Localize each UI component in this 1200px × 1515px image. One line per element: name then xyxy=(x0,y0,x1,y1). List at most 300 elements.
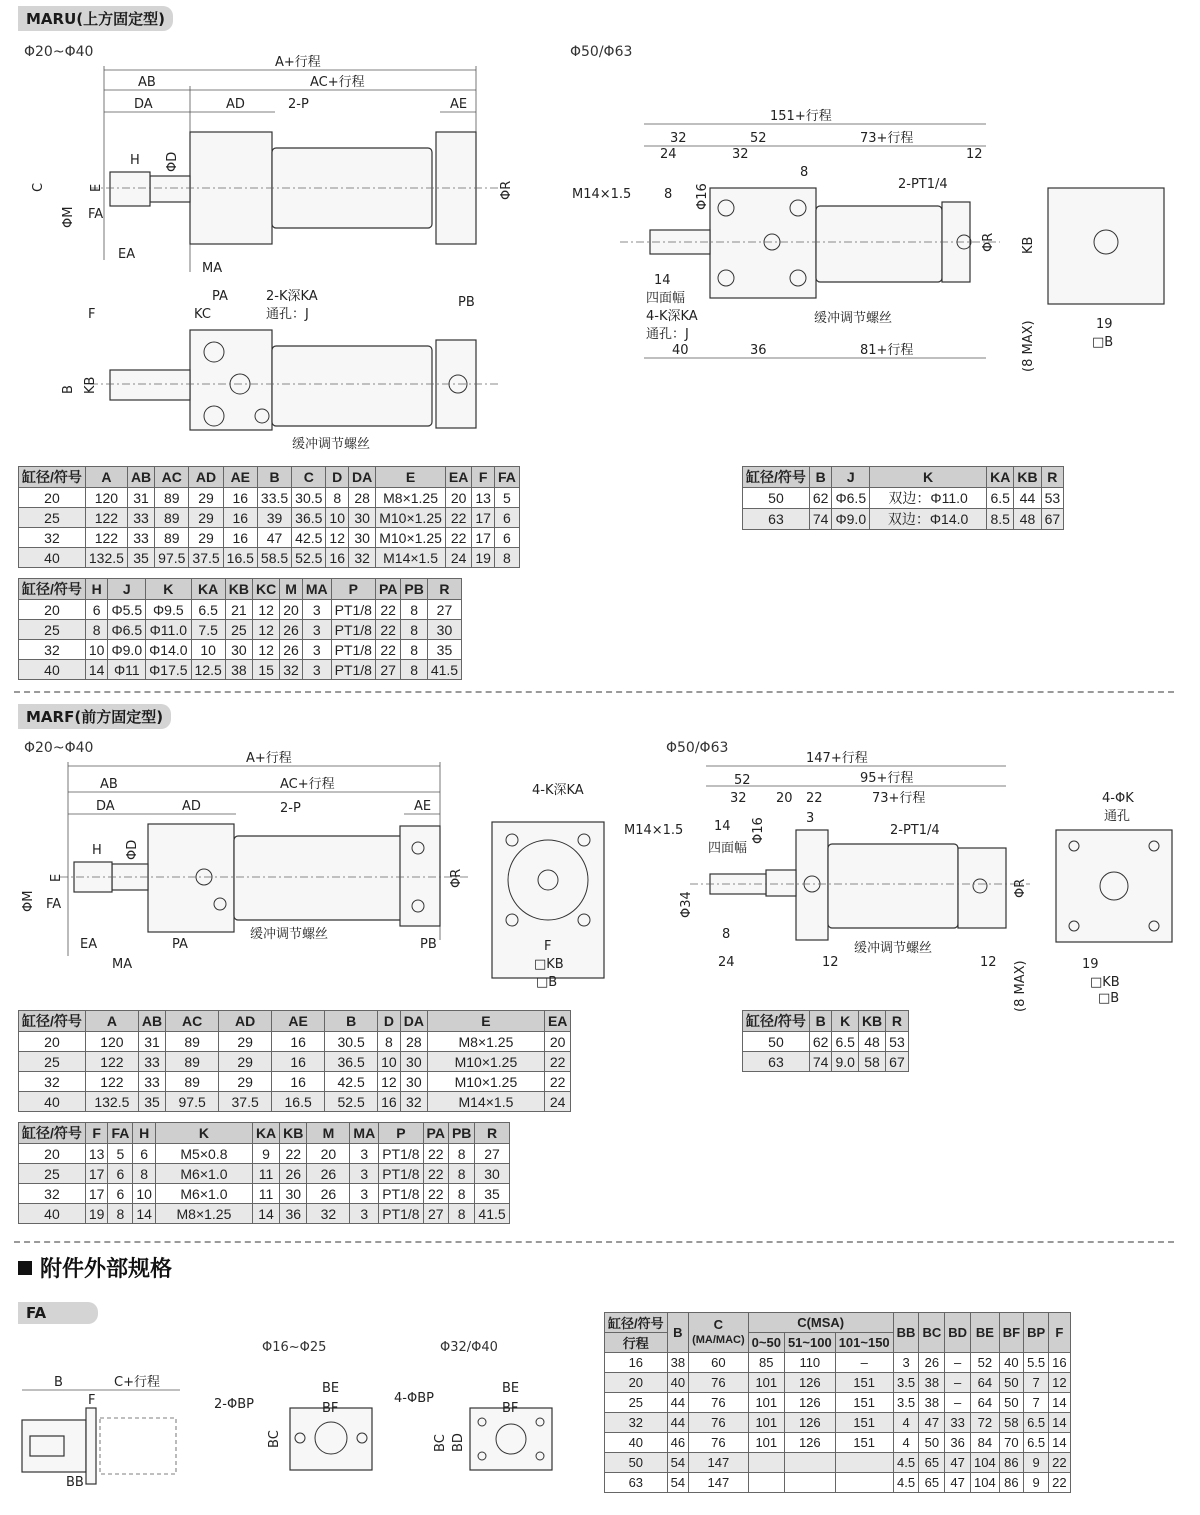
table-cell: 147 xyxy=(689,1473,749,1493)
table-cell: 10 xyxy=(378,1052,401,1072)
table-cell: M6×1.0 xyxy=(155,1184,252,1204)
dim-ac-stroke: AC+行程 xyxy=(280,777,335,792)
table-cell: 25 xyxy=(605,1393,668,1413)
table-cell: 4 xyxy=(893,1413,919,1433)
table-cell: 8 xyxy=(448,1144,474,1164)
table-cell: 8.5 xyxy=(987,509,1014,530)
square-bullet-icon xyxy=(18,1261,32,1275)
label-fa: FA xyxy=(46,897,62,912)
dim-da: DA xyxy=(134,97,153,112)
table-cell: 3 xyxy=(350,1184,379,1204)
table-cell: 缸径/符号 xyxy=(19,1011,86,1032)
dim-52: 52 xyxy=(750,131,767,146)
table-cell: 29 xyxy=(219,1072,272,1092)
table-cell: F xyxy=(472,467,495,488)
table-cell: 110 xyxy=(784,1353,835,1373)
marf-right-size-label: Φ50/Φ63 xyxy=(666,740,729,756)
table-header-row xyxy=(19,579,462,600)
table-header-row xyxy=(19,1123,510,1144)
table-cell: PB xyxy=(448,1123,474,1144)
marf-title: MARF(前方固定型) xyxy=(18,704,171,729)
table-cell: Φ11.0 xyxy=(146,620,191,640)
table-cell: 52.5 xyxy=(292,548,326,568)
label-cushion: 缓冲调节螺丝 xyxy=(854,941,933,956)
table-cell: 101 xyxy=(748,1373,784,1393)
table-cell: 101 xyxy=(748,1393,784,1413)
table-cell: AD xyxy=(189,467,223,488)
dim-8: 8 xyxy=(722,927,731,942)
table-cell: 33.5 xyxy=(257,488,291,508)
label-4bp: 4-ΦBP xyxy=(394,1391,434,1406)
table-cell: 50 xyxy=(999,1393,1023,1413)
dim-2p: 2-P xyxy=(280,801,301,816)
table-cell: 20 xyxy=(19,1032,86,1052)
table-cell: 40 xyxy=(19,1092,86,1112)
table-cell: 44 xyxy=(1014,488,1041,509)
table-row xyxy=(19,1072,571,1092)
table-cell: 132.5 xyxy=(85,548,127,568)
table-cell: 14 xyxy=(1049,1413,1070,1433)
table-cell: 101~150 xyxy=(835,1333,893,1353)
table-cell: MA xyxy=(302,579,331,600)
table-cell: 12 xyxy=(253,620,280,640)
table-cell: M xyxy=(280,579,303,600)
table-cell: 54 xyxy=(667,1453,688,1473)
table-cell: 20 xyxy=(19,1144,86,1164)
section-divider xyxy=(14,691,1174,693)
table-cell: 30.5 xyxy=(325,1032,378,1052)
table-row xyxy=(605,1453,1071,1473)
table-cell: 8 xyxy=(448,1184,474,1204)
table-row xyxy=(605,1473,1071,1493)
label-cushion: 缓冲调节螺丝 xyxy=(250,927,329,942)
fa-large-size-label: Φ32/Φ40 xyxy=(440,1340,498,1355)
label-flats: 四面幅 xyxy=(708,841,748,856)
marf-table-3 xyxy=(742,1010,909,1072)
maru-left-body xyxy=(90,132,510,244)
table-row xyxy=(743,1052,909,1072)
table-cell: KA xyxy=(191,579,225,600)
dim-36: 36 xyxy=(750,343,767,358)
dim-3: 3 xyxy=(806,811,815,826)
dim-32: 32 xyxy=(730,791,747,806)
table-cell: 8 xyxy=(494,548,519,568)
table-cell: DA xyxy=(400,1011,427,1032)
table-cell: 86 xyxy=(999,1473,1023,1493)
table-cell: 12 xyxy=(326,528,349,548)
table-cell: 6.5 xyxy=(987,488,1014,509)
table-cell: 64 xyxy=(971,1393,1000,1413)
table-cell: 缸径/符号 xyxy=(743,1011,810,1032)
table-cell: 16.5 xyxy=(223,548,257,568)
maru-left-drawing xyxy=(0,0,520,460)
table-cell: 86 xyxy=(999,1453,1023,1473)
label-d: ΦD xyxy=(125,839,140,860)
fa-drawing xyxy=(0,1360,600,1490)
table-cell: E xyxy=(376,467,446,488)
table-cell: P xyxy=(331,579,375,600)
table-row xyxy=(743,509,1064,530)
label-pb: PB xyxy=(420,937,437,952)
table-cell: PT1/8 xyxy=(379,1144,423,1164)
dim-8a: 8 xyxy=(664,187,673,202)
table-row xyxy=(19,1184,510,1204)
table-cell: 29 xyxy=(219,1052,272,1072)
dim-40: 40 xyxy=(672,343,689,358)
dim-22: 22 xyxy=(806,791,823,806)
table-cell: M10×1.25 xyxy=(376,508,446,528)
maru-left-side-body xyxy=(90,330,500,430)
table-cell: 双边：Φ14.0 xyxy=(870,509,987,530)
table-cell: 6 xyxy=(108,1164,133,1184)
table-cell: 132.5 xyxy=(85,1092,138,1112)
label-kb: □KB xyxy=(534,957,564,972)
table-row xyxy=(19,1144,510,1164)
table-cell: 65 xyxy=(919,1453,945,1473)
table-cell: PB xyxy=(401,579,427,600)
table-cell: 31 xyxy=(127,488,154,508)
label-be-small: BE xyxy=(322,1381,340,1396)
label-m14: M14×1.5 xyxy=(572,187,632,202)
table-cell: 16 xyxy=(223,528,257,548)
label-h: H xyxy=(92,843,102,858)
table-cell: 48 xyxy=(1014,509,1041,530)
table-cell: PA xyxy=(423,1123,448,1144)
dim-24: 24 xyxy=(660,147,677,162)
table-cell: H xyxy=(85,579,108,600)
label-cushion: 缓冲调节螺丝 xyxy=(292,437,371,452)
table-cell: KB xyxy=(225,579,252,600)
table-row xyxy=(19,660,462,680)
table-cell: 缸径/符号 xyxy=(743,467,810,488)
table-cell: 16 xyxy=(326,548,349,568)
table-cell: BB xyxy=(893,1313,919,1353)
label-flats: 四面幅 xyxy=(646,291,686,306)
table-cell: 24 xyxy=(445,548,471,568)
table-cell: Φ17.5 xyxy=(146,660,191,680)
table-cell xyxy=(748,1453,784,1473)
table-row xyxy=(19,548,520,568)
table-cell: 6 xyxy=(133,1144,156,1164)
table-cell: 9.0 xyxy=(832,1052,858,1072)
table-cell: 29 xyxy=(189,488,223,508)
label-4phik: 4-ΦK xyxy=(1102,791,1134,806)
table-cell: 6.5 xyxy=(1024,1413,1049,1433)
table-cell: KA xyxy=(987,467,1014,488)
table-cell: 26 xyxy=(280,620,303,640)
label-2bp: 2-ΦBP xyxy=(214,1397,254,1412)
label-b: □B xyxy=(536,975,558,990)
table-cell: 12 xyxy=(253,600,280,620)
label-fa: FA xyxy=(88,207,104,222)
table-cell: 122 xyxy=(85,1072,138,1092)
label-kb: KB xyxy=(83,376,98,394)
table-cell: 6.5 xyxy=(1024,1433,1049,1453)
table-cell: – xyxy=(945,1373,971,1393)
dim-2p: 2-P xyxy=(288,97,309,112)
table-cell: – xyxy=(945,1353,971,1373)
maru-table-3 xyxy=(742,466,1064,530)
table-cell: 17 xyxy=(85,1184,108,1204)
table-cell: BC xyxy=(919,1313,945,1353)
dim-8b: 8 xyxy=(800,165,809,180)
dim-24: 24 xyxy=(718,955,735,970)
table-cell: 8 xyxy=(448,1204,474,1224)
table-cell: 70 xyxy=(999,1433,1023,1453)
table-cell: 4.5 xyxy=(893,1473,919,1493)
table-cell: AE xyxy=(272,1011,325,1032)
table-cell: 6 xyxy=(494,528,519,548)
table-cell: 151 xyxy=(835,1393,893,1413)
label-ea: EA xyxy=(118,247,136,262)
table-cell: 10 xyxy=(191,640,225,660)
table-cell: 120 xyxy=(85,1032,138,1052)
table-cell: 17 xyxy=(85,1164,108,1184)
maru-table-2 xyxy=(18,578,462,680)
table-cell: FA xyxy=(494,467,519,488)
table-cell: 缸径/符号 xyxy=(605,1313,668,1333)
table-cell: 89 xyxy=(166,1072,219,1092)
table-cell: 3 xyxy=(302,660,331,680)
table-cell: 19 xyxy=(85,1204,108,1224)
dim-20: 20 xyxy=(776,791,793,806)
table-cell: 8 xyxy=(85,620,108,640)
label-f: F xyxy=(88,1393,96,1408)
table-cell: 5 xyxy=(494,488,519,508)
table-cell: 22 xyxy=(544,1072,570,1092)
table-cell: 74 xyxy=(809,509,832,530)
table-cell: 3.5 xyxy=(893,1373,919,1393)
table-cell: 17 xyxy=(472,508,495,528)
table-cell: KC xyxy=(253,579,280,600)
table-cell: 60 xyxy=(689,1353,749,1373)
table-cell xyxy=(748,1473,784,1493)
table-cell: AC xyxy=(155,467,189,488)
table-cell: 8 xyxy=(401,600,427,620)
label-m14: M14×1.5 xyxy=(624,823,684,838)
label-bb: BB xyxy=(66,1475,84,1490)
label-max: (8 MAX) xyxy=(1013,960,1028,1012)
table-cell: 11 xyxy=(252,1164,279,1184)
table-cell: 89 xyxy=(166,1052,219,1072)
table-cell: R xyxy=(1041,467,1064,488)
table-cell: 22 xyxy=(423,1164,448,1184)
table-row xyxy=(19,508,520,528)
table-cell: 74 xyxy=(809,1052,832,1072)
table-cell: 47 xyxy=(257,528,291,548)
label-c: C xyxy=(31,182,46,192)
dim-95: 95+行程 xyxy=(860,771,914,786)
table-cell: 25 xyxy=(225,620,252,640)
table-cell: 8 xyxy=(401,620,427,640)
table-cell: BP xyxy=(1024,1313,1049,1353)
table-cell: 38 xyxy=(919,1373,945,1393)
table-cell: R xyxy=(886,1011,909,1032)
table-cell: M14×1.5 xyxy=(376,548,446,568)
table-cell: 122 xyxy=(85,528,127,548)
table-cell: 151 xyxy=(835,1433,893,1453)
table-cell: 33 xyxy=(127,508,154,528)
dim-14: 14 xyxy=(714,819,731,834)
table-cell: 58.5 xyxy=(257,548,291,568)
dim-a-stroke: A+行程 xyxy=(246,751,292,766)
table-cell: 6 xyxy=(108,1184,133,1204)
label-f: F xyxy=(544,939,552,954)
label-through: 通孔 xyxy=(1104,809,1131,824)
table-cell: 6.5 xyxy=(832,1032,858,1052)
dim-ae: AE xyxy=(414,799,432,814)
table-cell: 6.5 xyxy=(191,600,225,620)
table-cell: PT1/8 xyxy=(331,640,375,660)
table-cell: KB xyxy=(1014,467,1041,488)
table-cell: 7 xyxy=(1024,1373,1049,1393)
table-cell: 85 xyxy=(748,1353,784,1373)
table-cell: 22 xyxy=(544,1052,570,1072)
label-e: E xyxy=(49,873,64,882)
table-cell: 37.5 xyxy=(189,548,223,568)
table-cell: F xyxy=(85,1123,108,1144)
table-cell: 37.5 xyxy=(219,1092,272,1112)
table-cell: 16 xyxy=(378,1092,401,1112)
table-cell: 126 xyxy=(784,1373,835,1393)
table-cell: 89 xyxy=(166,1032,219,1052)
dim-19: 19 xyxy=(1082,957,1099,972)
table-cell: 缸径/符号 xyxy=(19,467,86,488)
label-d16: Φ16 xyxy=(751,817,766,844)
table-cell: 30 xyxy=(400,1072,427,1092)
table-cell: 62 xyxy=(809,1032,832,1052)
table-cell: 40 xyxy=(19,1204,86,1224)
table-cell: M10×1.25 xyxy=(427,1052,544,1072)
label-kb: □KB xyxy=(1090,975,1120,990)
table-cell: 104 xyxy=(971,1453,1000,1473)
table-cell: 10 xyxy=(85,640,108,660)
table-cell: 28 xyxy=(400,1032,427,1052)
table-row xyxy=(605,1413,1071,1433)
table-cell: M xyxy=(307,1123,350,1144)
table-cell: 97.5 xyxy=(166,1092,219,1112)
table-cell: 9 xyxy=(252,1144,279,1164)
table-cell: 20 xyxy=(19,488,86,508)
marf-left-size-label: Φ20~Φ40 xyxy=(24,740,94,756)
table-cell: PA xyxy=(375,579,400,600)
table-cell: 8 xyxy=(133,1164,156,1184)
label-pt: 2-PT1/4 xyxy=(890,823,940,838)
table-cell: 16.5 xyxy=(272,1092,325,1112)
table-cell: 3 xyxy=(350,1164,379,1184)
table-cell: 122 xyxy=(85,1052,138,1072)
table-cell: Φ6.5 xyxy=(832,488,870,509)
table-cell: MA xyxy=(350,1123,379,1144)
table-cell: 22 xyxy=(280,1144,307,1164)
table-row xyxy=(19,1092,571,1112)
table-cell: 9 xyxy=(1024,1473,1049,1493)
table-cell: 48 xyxy=(858,1032,885,1052)
table-row xyxy=(19,488,520,508)
label-r: ΦR xyxy=(981,232,996,252)
table-cell: KA xyxy=(252,1123,279,1144)
table-cell: D xyxy=(378,1011,401,1032)
table-cell: KB xyxy=(858,1011,885,1032)
table-cell: 29 xyxy=(189,528,223,548)
label-kb: KB xyxy=(1021,236,1036,254)
label-f: F xyxy=(88,307,96,322)
table-cell: PT1/8 xyxy=(331,620,375,640)
section-divider xyxy=(14,1241,1174,1243)
table-cell: AC xyxy=(166,1011,219,1032)
dim-ab: AB xyxy=(100,777,118,792)
marf-right-drawing xyxy=(610,740,1180,1020)
label-r: ΦR xyxy=(1013,878,1028,898)
table-cell: 26 xyxy=(280,1164,307,1184)
table-cell: 缸径/符号 xyxy=(19,579,86,600)
table-cell: 50 xyxy=(919,1433,945,1453)
dim-32: 32 xyxy=(670,131,687,146)
table-cell: 20 xyxy=(445,488,471,508)
table-cell: C(MSA) xyxy=(748,1313,893,1333)
table-cell: 35 xyxy=(127,548,154,568)
table-cell: 8 xyxy=(326,488,349,508)
table-cell: 25 xyxy=(19,1164,86,1184)
dim-ab: AB xyxy=(138,75,156,90)
table-cell: 12 xyxy=(1049,1373,1070,1393)
label-4k: 4-K深KA xyxy=(532,783,584,798)
table-cell: 16 xyxy=(1049,1353,1070,1373)
table-cell: 20 xyxy=(307,1144,350,1164)
table-cell: 26 xyxy=(280,640,303,660)
table-cell: PT1/8 xyxy=(331,600,375,620)
table-cell: K xyxy=(155,1123,252,1144)
table-cell: DA xyxy=(349,467,376,488)
table-cell: H xyxy=(133,1123,156,1144)
dim-52: 52 xyxy=(734,773,751,788)
table-cell: K xyxy=(146,579,191,600)
table-cell: 30 xyxy=(349,508,376,528)
table-cell: 22 xyxy=(375,600,400,620)
table-cell: 50 xyxy=(999,1373,1023,1393)
dim-12a: 12 xyxy=(822,955,839,970)
table-cell: 89 xyxy=(155,488,189,508)
table-cell: 8 xyxy=(401,640,427,660)
label-ma: MA xyxy=(202,261,223,276)
table-cell: P xyxy=(379,1123,423,1144)
label-ea: EA xyxy=(80,937,98,952)
table-cell: 20 xyxy=(280,600,303,620)
table-cell: 缸径/符号 xyxy=(19,1123,86,1144)
label-bf-large: BF xyxy=(502,1401,519,1416)
table-cell: 14 xyxy=(1049,1433,1070,1453)
table-cell: 4.5 xyxy=(893,1453,919,1473)
table-cell: 9 xyxy=(1024,1453,1049,1473)
fa-small-size-label: Φ16~Φ25 xyxy=(262,1340,327,1355)
table-cell: 3 xyxy=(302,620,331,640)
table-cell: 35 xyxy=(138,1092,165,1112)
table-cell: 101 xyxy=(748,1413,784,1433)
table-cell: 32 xyxy=(19,528,86,548)
table-cell: 22 xyxy=(375,640,400,660)
label-b: B xyxy=(61,385,76,394)
table-cell: 46 xyxy=(667,1433,688,1453)
label-be-large: BE xyxy=(502,1381,520,1396)
table-cell: 40 xyxy=(605,1433,668,1453)
table-cell: F xyxy=(1049,1313,1070,1353)
table-cell: 25 xyxy=(19,1052,86,1072)
table-row xyxy=(605,1373,1071,1393)
table-cell: 12.5 xyxy=(191,660,225,680)
table-cell: R xyxy=(427,579,461,600)
table-cell: PT1/8 xyxy=(379,1164,423,1184)
table-row xyxy=(19,640,462,660)
